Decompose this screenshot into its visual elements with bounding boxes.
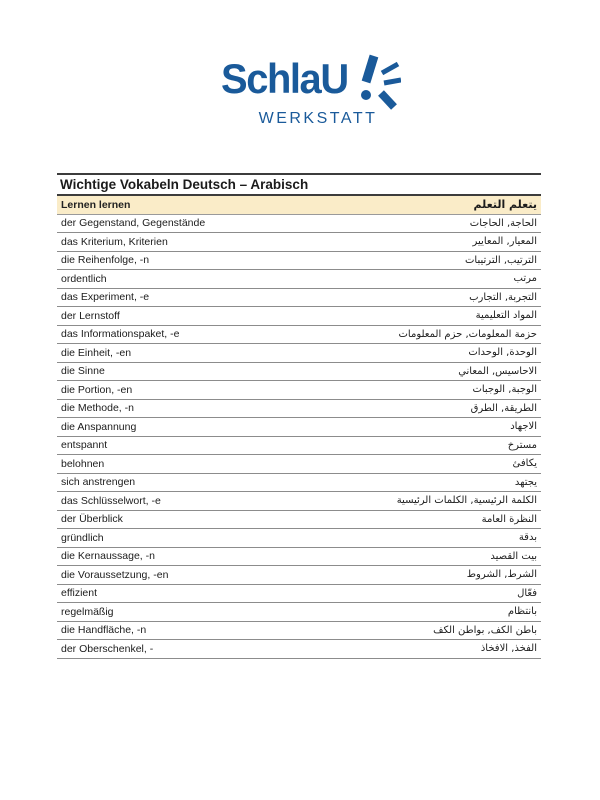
cell-german: die Einheit, -en (61, 346, 132, 359)
table-row (57, 585, 541, 604)
header-cell-german: Lernen lernen (61, 198, 131, 211)
cell-arabic: باطن الكف, بواطن الكف (433, 624, 537, 636)
cell-german: das Experiment, -e (61, 291, 150, 304)
cell-arabic: بيت القصيد (490, 550, 537, 562)
cell-german: die Kernaussage, -n (61, 550, 155, 563)
cell-arabic: الاجهاد (510, 421, 537, 433)
table-row (57, 492, 541, 511)
cell-german: sich anstrengen (61, 476, 136, 489)
table-row (57, 566, 541, 585)
cell-arabic: يجتهد (514, 476, 537, 488)
table-row (57, 270, 541, 289)
cell-german: das Informationspaket, -e (61, 328, 180, 341)
subbrand-text: WERKSTATT (258, 110, 378, 127)
cell-german: effizient (61, 587, 97, 600)
table-row (57, 400, 541, 419)
cell-german: regelmäßig (61, 605, 114, 618)
cell-german: die Voraussetzung, -en (61, 568, 169, 581)
table-row (57, 418, 541, 437)
cell-german: die Portion, -en (61, 383, 133, 396)
cell-german: der Oberschenkel, - (61, 642, 154, 655)
cell-german: gründlich (61, 531, 104, 544)
table-row (57, 289, 541, 308)
table-row (57, 381, 541, 400)
table-header-row (57, 196, 541, 215)
logo-wordmark (221, 55, 400, 110)
cell-german: die Sinne (61, 365, 105, 378)
cell-german: entspannt (61, 439, 108, 452)
table-row (57, 529, 541, 548)
cell-arabic: الاحاسيس, المعاني (458, 365, 537, 377)
cell-arabic: الترتيب, الترتيبات (465, 254, 537, 266)
table-row (57, 455, 541, 474)
cell-arabic: الوجبة, الوجبات (472, 384, 537, 396)
table-row (57, 640, 541, 659)
cell-german: das Schlüsselwort, -e (61, 494, 161, 507)
cell-german: ordentlich (61, 272, 107, 285)
brand-text: SchlaU (221, 55, 349, 102)
table-row (57, 511, 541, 530)
table-row (57, 474, 541, 493)
cell-arabic: النظرة العامة (481, 513, 537, 525)
cell-arabic: مرتب (513, 273, 537, 285)
table-row (57, 363, 541, 382)
cell-german: die Reihenfolge, -n (61, 254, 150, 267)
header-cell-arabic: يتعلم التعلم (473, 198, 537, 212)
cell-arabic: الحاجة, الحاجات (469, 217, 537, 229)
cell-arabic: فعّال (517, 587, 537, 599)
cell-arabic: الطريقة, الطرق (470, 402, 537, 414)
cell-german: die Handfläche, -n (61, 624, 147, 637)
cell-arabic: مسترخ (507, 439, 537, 451)
logo (0, 55, 600, 128)
cell-arabic: الفخذ, الافخاذ (480, 643, 537, 655)
table-title: Wichtige Vokabeln Deutsch – Arabisch (57, 173, 541, 196)
cell-arabic: يكافئ (512, 458, 537, 470)
table-row (57, 622, 541, 641)
cell-german: die Anspannung (61, 420, 137, 433)
cell-german: die Methode, -n (61, 402, 134, 415)
table-row (57, 233, 541, 252)
cell-arabic: المواد التعليمية (475, 310, 537, 322)
cell-arabic: المعيار, المعايير (472, 236, 537, 248)
table-row (57, 344, 541, 363)
cell-arabic: بانتظام (507, 606, 537, 618)
cell-german: der Lernstoff (61, 309, 120, 322)
table-row (57, 326, 541, 345)
cell-german: belohnen (61, 457, 105, 470)
cell-german: der Gegenstand, Gegenstände (61, 217, 206, 230)
table-row (57, 548, 541, 567)
cell-arabic: بدقة (518, 532, 537, 544)
table-row (57, 307, 541, 326)
table-body (57, 215, 541, 659)
table-row (57, 437, 541, 456)
cell-arabic: حزمة المعلومات, حزم المعلومات (398, 328, 537, 340)
cell-arabic: الكلمة الرئيسية, الكلمات الرئيسية (396, 495, 537, 507)
cell-german: der Überblick (61, 513, 123, 526)
cell-arabic: الوحدة, الوحدات (468, 347, 537, 359)
table-row (57, 252, 541, 271)
vocab-table (57, 173, 541, 659)
cell-arabic: الشرط, الشروط (466, 569, 537, 581)
cell-german: das Kriterium, Kriterien (61, 235, 168, 248)
spark-exclamation-icon (357, 54, 401, 110)
table-row (57, 215, 541, 234)
table-row (57, 603, 541, 622)
cell-arabic: التجربة, التجارب (469, 291, 537, 303)
